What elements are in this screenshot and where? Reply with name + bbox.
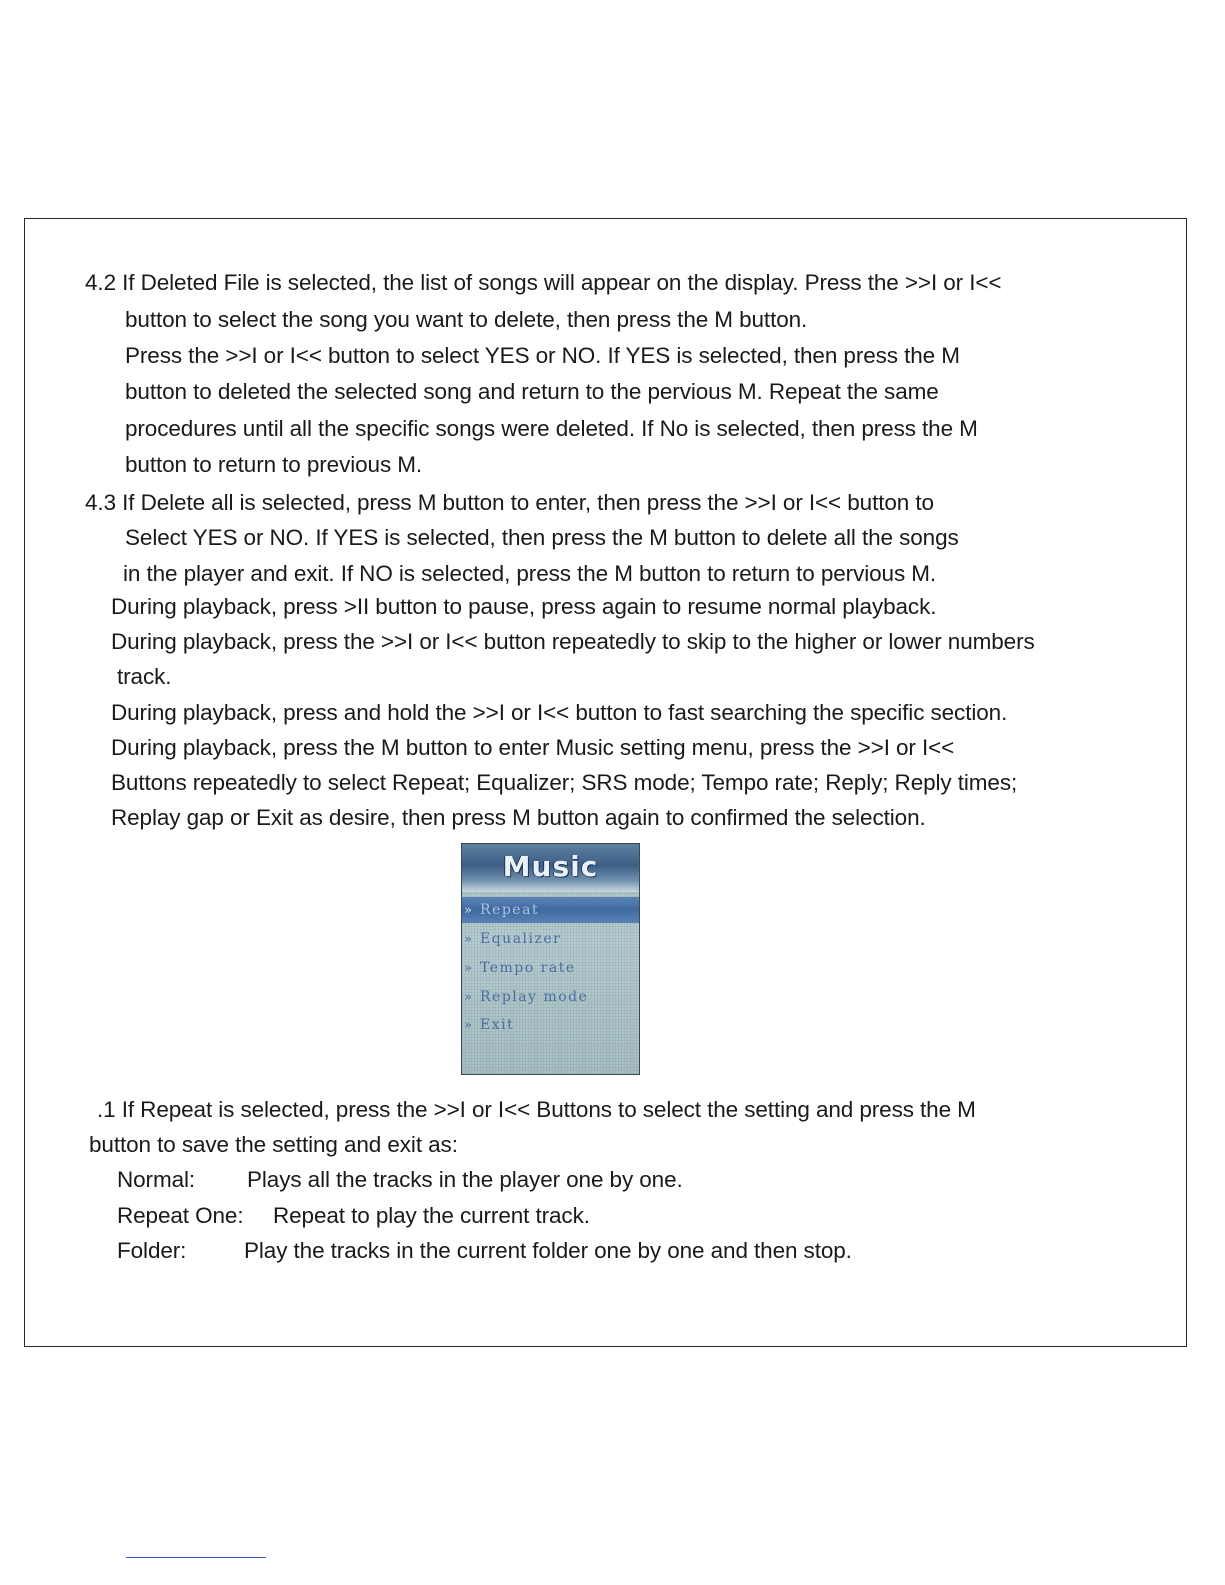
- paragraph-line: button to select the song you want to delete, then press the M button.: [125, 307, 808, 332]
- lcd-menu-label: Repeat: [480, 902, 540, 918]
- lcd-title: Music: [502, 850, 599, 883]
- lcd-menu-label: Replay mode: [480, 989, 589, 1005]
- paragraph-line: During playback, press the >>I or I<< button repeatedly to skip to the higher or lower numbers: [111, 629, 1035, 654]
- option-label: Normal:: [117, 1167, 196, 1192]
- option-description: Repeat to play the current track.: [273, 1203, 590, 1228]
- lcd-menu-label: Equalizer: [480, 931, 562, 947]
- paragraph-line: During playback, press >II button to pause, press again to resume normal playback.: [111, 594, 937, 619]
- paragraph-line: track.: [117, 664, 172, 689]
- option-description: Play the tracks in the current folder one by one and then stop.: [244, 1238, 852, 1263]
- double-chevron-right-icon: »: [464, 1018, 474, 1033]
- option-label: Folder:: [117, 1238, 187, 1263]
- footer-underline-decoration: [126, 1557, 266, 1558]
- option-label: Repeat One:: [117, 1203, 244, 1228]
- lcd-menu-item-replay-mode: [462, 984, 639, 1010]
- repeat-option-normal: [117, 1167, 683, 1193]
- lcd-menu-item-exit: [462, 1012, 639, 1038]
- lcd-menu-item-repeat: [462, 897, 639, 923]
- paragraph-line: Press the >>I or I<< button to select YES or NO. If YES is selected, then press the M: [125, 343, 960, 368]
- lcd-menu-item-tempo-rate: [462, 955, 639, 981]
- double-chevron-right-icon: »: [464, 932, 474, 947]
- paragraph-line: .1 If Repeat is selected, press the >>I or I<< Buttons to select the setting and press the M: [97, 1097, 976, 1122]
- double-chevron-right-icon: »: [464, 961, 474, 976]
- music-menu-screenshot: [461, 843, 640, 1075]
- paragraph-line: Replay gap or Exit as desire, then press M button again to confirmed the selection.: [111, 805, 926, 830]
- option-description: Plays all the tracks in the player one by one.: [247, 1167, 683, 1192]
- repeat-option-folder: [117, 1238, 852, 1264]
- repeat-option-repeat-one: [117, 1203, 590, 1229]
- paragraph-line: 4.3 If Delete all is selected, press M button to enter, then press the >>I or I<< button to: [85, 490, 934, 515]
- paragraph-line: button to return to previous M.: [125, 452, 423, 477]
- lcd-menu-label: Tempo rate: [480, 960, 576, 976]
- lcd-header: [462, 844, 639, 892]
- paragraph-line: button to save the setting and exit as:: [89, 1132, 458, 1157]
- lcd-menu-label: Exit: [480, 1017, 515, 1033]
- paragraph-line: Buttons repeatedly to select Repeat; Equalizer; SRS mode; Tempo rate; Reply; Reply times;: [111, 770, 1018, 795]
- double-chevron-right-icon: »: [464, 990, 474, 1005]
- paragraph-line: procedures until all the specific songs were deleted. If No is selected, then press the M: [125, 416, 978, 441]
- double-chevron-right-icon: »: [464, 903, 474, 918]
- paragraph-line: During playback, press and hold the >>I or I<< button to fast searching the specific section.: [111, 700, 1008, 725]
- paragraph-line: button to deleted the selected song and return to the pervious M. Repeat the same: [125, 379, 939, 404]
- paragraph-line: 4.2 If Deleted File is selected, the list of songs will appear on the display. Press the >>I or I<<: [85, 270, 1002, 295]
- paragraph-line: During playback, press the M button to enter Music setting menu, press the >>I or I<<: [111, 735, 955, 760]
- lcd-menu-item-equalizer: [462, 926, 639, 952]
- paragraph-line: Select YES or NO. If YES is selected, then press the M button to delete all the songs: [125, 525, 959, 550]
- paragraph-line: in the player and exit. If NO is selected, press the M button to return to pervious M.: [123, 561, 937, 586]
